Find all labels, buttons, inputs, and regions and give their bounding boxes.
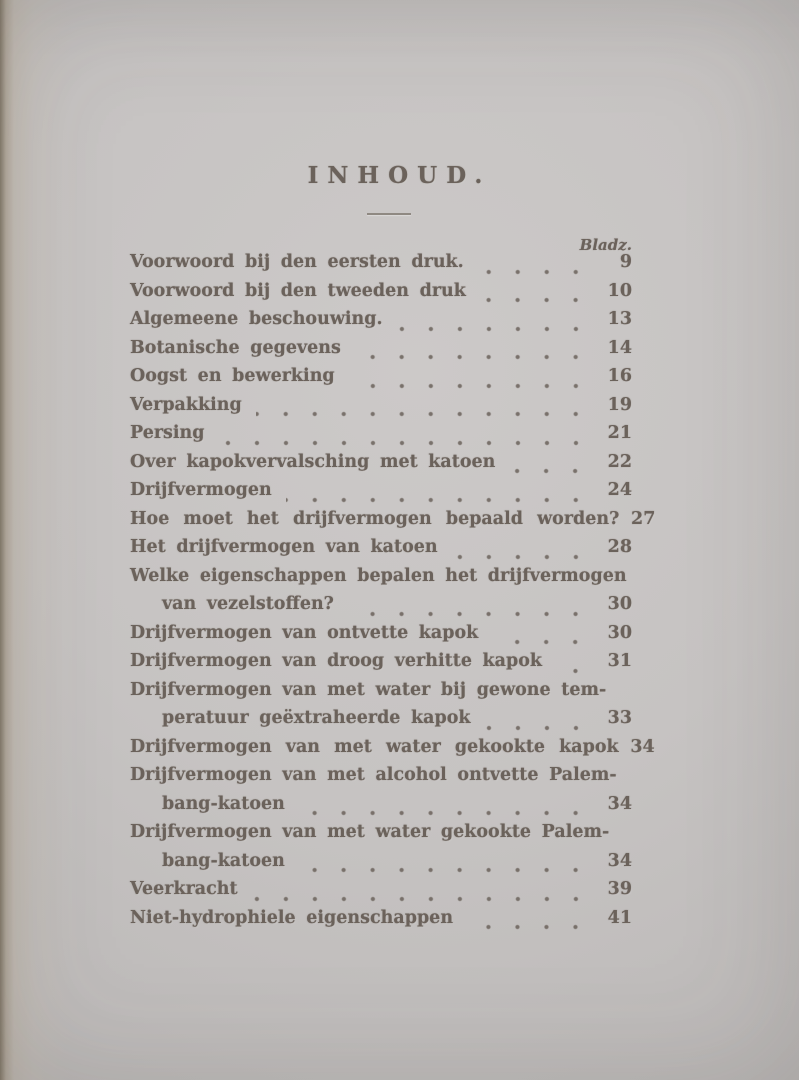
leader-dots bbox=[299, 807, 590, 819]
toc-entry-label: Drijfvermogen van met water gekookte kapok bbox=[130, 736, 619, 757]
toc-page-number: 13 bbox=[607, 309, 632, 329]
toc-entry-label: Drijfvermogen van met water gekookte Palem- bbox=[130, 822, 610, 842]
toc-entry bbox=[130, 281, 632, 310]
toc-page-number: 41 bbox=[607, 907, 632, 928]
toc-entry bbox=[130, 822, 632, 851]
toc-entry-label: Algemeene beschouwing. bbox=[130, 309, 383, 329]
toc-entry-label: Voorwoord bij den eersten druk. bbox=[130, 252, 464, 272]
toc-entry bbox=[130, 908, 632, 937]
leader-dots bbox=[299, 864, 590, 876]
toc-entry-label: Drijfvermogen van ontvette kapok bbox=[130, 622, 479, 643]
toc-entry bbox=[130, 736, 655, 766]
toc-entry bbox=[130, 651, 632, 680]
toc-page-number: 14 bbox=[607, 337, 632, 358]
leader-dots bbox=[286, 494, 590, 506]
leader-dots bbox=[467, 921, 590, 933]
toc-entry bbox=[130, 423, 632, 452]
toc-page-number: 16 bbox=[607, 366, 632, 386]
toc-entry-label: bang-katoen bbox=[162, 793, 285, 814]
toc-page-number: 34 bbox=[607, 850, 632, 871]
toc-entry-label: Drijfvermogen van met water bij gewone tem- bbox=[130, 679, 607, 700]
page-column-header: Bladz. bbox=[579, 236, 632, 254]
toc-entry-label: Voorwoord bij den tweeden druk bbox=[130, 280, 466, 301]
toc-entry bbox=[130, 309, 632, 338]
toc-entry bbox=[130, 452, 632, 481]
toc-entry bbox=[130, 708, 632, 737]
toc-page-number: 34 bbox=[607, 793, 632, 814]
toc-page-number: 24 bbox=[607, 480, 632, 500]
toc-page-number: 33 bbox=[607, 708, 632, 728]
toc-page-number: 21 bbox=[607, 423, 632, 443]
toc-entry bbox=[130, 765, 632, 794]
toc-entry-label: Drijfvermogen van met alcohol ontvette Palem- bbox=[130, 765, 617, 785]
leader-dots bbox=[556, 665, 590, 677]
toc-entry bbox=[130, 879, 632, 908]
toc-entry bbox=[130, 252, 632, 281]
toc-page-number: 10 bbox=[607, 280, 632, 301]
toc-entry bbox=[130, 680, 632, 709]
toc-entry bbox=[130, 594, 632, 623]
leader-dots bbox=[397, 323, 590, 335]
toc-entry-label: Drijfvermogen van droog verhitte kapok bbox=[130, 651, 543, 671]
toc-page-number: 30 bbox=[607, 594, 632, 614]
leader-dots bbox=[348, 608, 590, 620]
toc-page-number: 28 bbox=[607, 537, 632, 557]
toc-entry bbox=[130, 537, 632, 566]
toc-entry-label: peratuur geëxtraheerde kapok bbox=[162, 708, 471, 728]
toc-entry bbox=[130, 338, 632, 367]
leader-dots bbox=[252, 893, 590, 905]
toc-entry-label: Botanische gegevens bbox=[130, 337, 341, 358]
toc-page-number: 30 bbox=[607, 622, 632, 643]
toc-entry-label: Niet-hydrophiele eigenschappen bbox=[130, 907, 454, 928]
toc-entry-label: Drijfvermogen bbox=[130, 480, 272, 500]
toc-entry-label: Hoe moet het drijfvermogen bepaald worden? bbox=[130, 508, 620, 529]
leader-dots bbox=[349, 380, 590, 392]
toc-entry bbox=[130, 395, 632, 424]
toc-entry-label: Welke eigenschappen bepalen het drijfvermogen bbox=[130, 565, 627, 586]
toc-entry bbox=[130, 508, 656, 538]
toc-entry-label: Over kapokvervalsching met katoen bbox=[130, 451, 496, 472]
toc-page-number: 9 bbox=[619, 252, 632, 272]
leader-dots bbox=[219, 437, 590, 449]
toc-entry-label: Oogst en bewerking bbox=[130, 366, 335, 386]
leader-dots bbox=[452, 551, 590, 563]
toc-entry-label: van vezelstoffen? bbox=[162, 594, 334, 614]
leader-dots bbox=[485, 722, 590, 734]
toc-page-number: 31 bbox=[607, 651, 632, 671]
toc-page-number: 39 bbox=[607, 879, 632, 899]
toc-entry-label: Het drijfvermogen van katoen bbox=[130, 537, 438, 557]
table-of-contents bbox=[130, 252, 656, 936]
leader-dots bbox=[480, 294, 590, 306]
toc-entry bbox=[130, 366, 632, 395]
toc-page-number: 22 bbox=[607, 451, 632, 472]
toc-page-number: 34 bbox=[630, 736, 655, 757]
title-divider-rule bbox=[367, 213, 411, 215]
leader-dots bbox=[492, 636, 590, 648]
toc-entry-label: Verpakking bbox=[130, 394, 242, 415]
toc-entry-label: bang-katoen bbox=[162, 850, 285, 871]
toc-entry bbox=[130, 623, 632, 652]
contents-title: INHOUD. bbox=[307, 162, 492, 189]
toc-entry bbox=[130, 480, 632, 509]
leader-dots bbox=[256, 408, 590, 420]
toc-entry-label: Persing bbox=[130, 423, 205, 443]
toc-page-number: 27 bbox=[631, 508, 656, 529]
toc-entry bbox=[130, 566, 632, 595]
leader-dots bbox=[478, 266, 590, 278]
leader-dots bbox=[355, 351, 590, 363]
toc-page-number: 19 bbox=[607, 394, 632, 415]
toc-entry-label: Veerkracht bbox=[130, 879, 238, 899]
toc-entry bbox=[130, 794, 632, 823]
leader-dots bbox=[509, 465, 590, 477]
toc-entry bbox=[130, 851, 632, 880]
